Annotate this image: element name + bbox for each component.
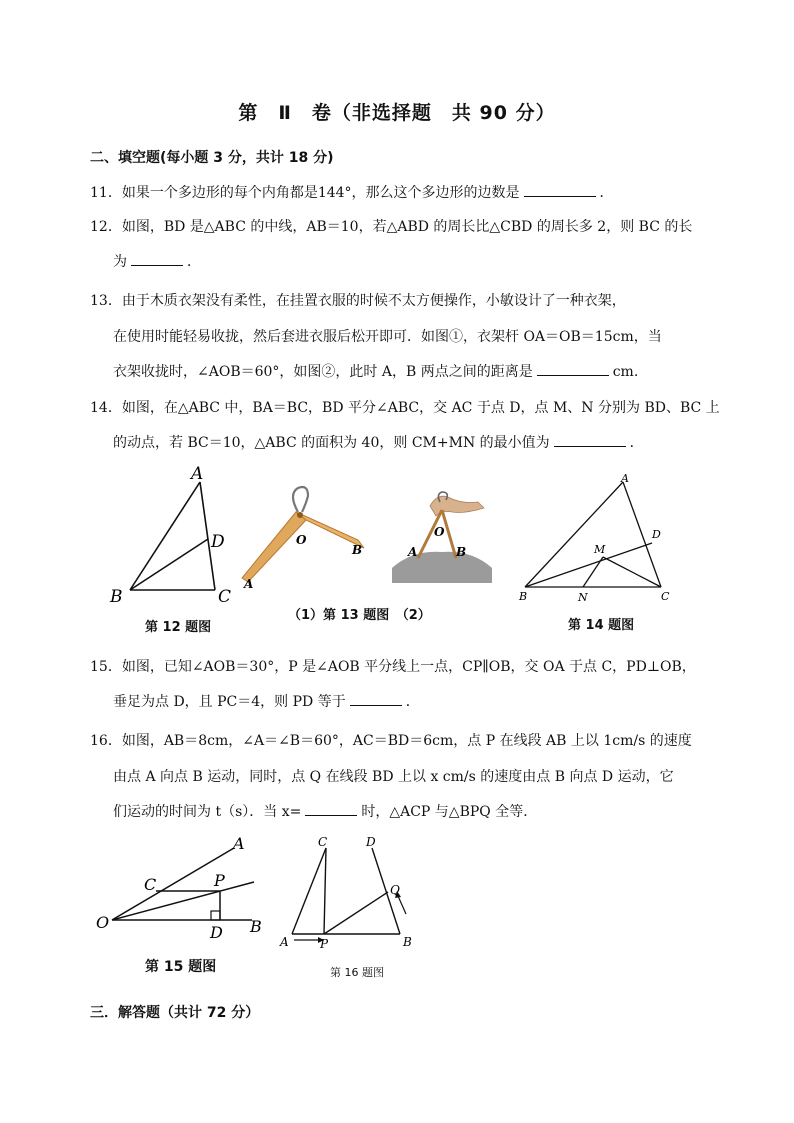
q15-answer-blank[interactable] <box>350 691 402 706</box>
q12-text: 为 <box>113 254 127 270</box>
f16-arrow-bq <box>398 896 406 914</box>
q11-answer-blank[interactable] <box>524 182 596 197</box>
f13-label-a1: A <box>244 577 254 591</box>
f14-side-ab <box>525 482 623 587</box>
f15-label-d: D <box>210 923 223 942</box>
f13-label-o2: O <box>434 525 445 539</box>
hanger-pivot <box>297 512 303 518</box>
q13-line-2: 在使用时能轻易收拢，然后套进衣服后松开即可．如图①，衣架杆 OA＝OB＝15cm，当 <box>113 329 662 345</box>
f15-label-a: A <box>233 834 245 853</box>
figure-12 <box>105 462 245 607</box>
f12-label-d: D <box>211 532 225 552</box>
figure-13-hanger <box>236 482 376 592</box>
figure-13-folded <box>392 488 492 583</box>
hanger-left-arm <box>242 512 306 582</box>
f15-label-o: O <box>96 913 110 932</box>
f14-label-b: B <box>519 590 528 603</box>
q14-end: ． <box>629 435 644 451</box>
f16-segment-ac <box>292 848 326 934</box>
fig12-caption: 第 12 题图 <box>145 620 212 635</box>
f16-label-b: B <box>403 935 412 949</box>
f13-label-b1: B <box>352 543 363 557</box>
q15-line-1: 15．如图，已知∠AOB＝30°，P 是∠AOB 平分线上一点，CP∥OB，交 OA 于点 C，PD⊥OB， <box>90 659 696 675</box>
f12-label-c: C <box>218 587 232 607</box>
f16-label-d: D <box>366 835 376 849</box>
q12-end: ． <box>187 254 201 270</box>
f15-label-c: C <box>144 875 157 894</box>
section-heading-fill-blank: 二、填空题(每小题 3 分，共计 18 分) <box>90 150 334 166</box>
q16-line-3 <box>113 801 537 821</box>
f15-label-p: P <box>214 871 225 890</box>
f14-bisector-bd <box>525 543 652 587</box>
f13-label-a2: A <box>408 545 418 559</box>
f16-label-a: A <box>280 935 289 949</box>
q15-text: 垂足为点 D，且 PC＝4，则 PD 等于 <box>113 694 346 710</box>
q14-line-2 <box>113 432 644 452</box>
q16-text: 们运动的时间为 t（s）．当 x= <box>113 804 302 820</box>
f12-median-bd <box>130 539 208 590</box>
fig13-caption: （1）第 13 题图 （2） <box>288 608 431 623</box>
f13-label-o1: O <box>296 533 307 547</box>
q12-line-2 <box>113 251 201 271</box>
q16-answer-blank[interactable] <box>305 801 357 816</box>
q11-text: 11．如果一个多边形的每个内角都是144°，那么这个多边形的边数是 <box>90 185 520 201</box>
f16-segment-cp <box>324 848 326 934</box>
f16-label-p: P <box>320 937 329 951</box>
q16-line-1: 16．如图，AB＝8cm，∠A＝∠B＝60°，AC＝BD＝6cm，点 P 在线段 AB 上以 1cm/s 的速度 <box>90 733 692 749</box>
q13-unit: cm. <box>612 364 639 380</box>
q12-line-1: 12．如图，BD 是△ABC 的中线，AB＝10，若△ABD 的周长比△CBD 的周长多 2，则 BC 的长 <box>90 219 693 235</box>
f16-segment-pq <box>324 892 388 934</box>
f13-label-b2: B <box>456 545 467 559</box>
page-title: 第 Ⅱ 卷（非选择题 共 90 分） <box>238 102 556 124</box>
q11-end: ． <box>599 185 614 201</box>
q15-end: ． <box>405 694 420 710</box>
question-11 <box>90 182 614 202</box>
f15-bisector <box>112 882 254 920</box>
q13-line-1: 13．由于木质衣架没有柔性，在挂置衣服的时候不太方便操作，小敏设计了一种衣架， <box>90 293 626 309</box>
f14-label-d: D <box>652 528 661 541</box>
q14-line-1: 14．如图，在△ABC 中，BA＝BC，BD 平分∠ABC，交 AC 于点 D，点 M、N 分别为 BD、BC 上 <box>90 400 720 416</box>
f16-label-q: Q <box>390 883 400 897</box>
figure-15 <box>92 832 272 942</box>
f14-label-n: N <box>578 591 588 604</box>
q13-text: 衣架收拢时，∠AOB＝60°，如图②，此时 A，B 两点之间的距离是 <box>113 364 533 380</box>
f14-label-c: C <box>661 590 670 603</box>
q16-end: 时，△ACP 与△BPQ 全等． <box>361 804 538 820</box>
f14-label-m: M <box>594 543 606 556</box>
q16-line-2: 由点 A 向点 B 运动，同时，点 Q 在线段 BD 上以 x cm/s 的速度由点 B 向点 D 运动，它 <box>113 769 674 785</box>
figure-16 <box>272 834 422 954</box>
section-heading-answers: 三．解答题（共计 72 分） <box>90 1005 260 1021</box>
f12-label-a: A <box>191 464 204 484</box>
fig15-caption: 第 15 题图 <box>145 959 217 975</box>
garment-shape <box>392 552 492 583</box>
hanger-hook-icon <box>293 487 308 512</box>
figure-14 <box>515 470 675 605</box>
q15-line-2 <box>113 691 420 711</box>
f15-label-b: B <box>250 917 262 936</box>
f14-label-a: A <box>621 472 629 485</box>
f14-segment-mn <box>583 557 603 587</box>
fig14-caption: 第 14 题图 <box>568 618 635 633</box>
q13-line-3 <box>113 361 638 381</box>
f12-side-ab <box>130 482 200 590</box>
q13-answer-blank[interactable] <box>537 361 609 376</box>
q14-text: 的动点，若 BC＝10，△ABC 的面积为 40，则 CM+MN 的最小值为 <box>113 435 550 451</box>
fig16-caption: 第 16 题图 <box>330 966 384 979</box>
f16-label-c: C <box>318 835 328 849</box>
q14-answer-blank[interactable] <box>554 432 626 447</box>
f12-label-b: B <box>110 587 123 607</box>
q12-answer-blank[interactable] <box>131 251 183 266</box>
f15-right-angle-mark <box>211 911 220 920</box>
